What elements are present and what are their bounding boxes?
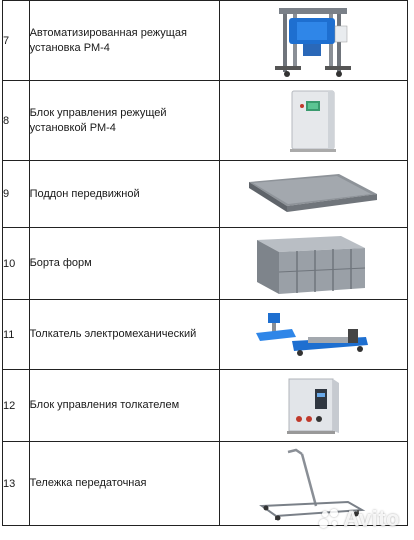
control-cabinet-image	[219, 81, 407, 161]
row-number: 11	[3, 300, 30, 370]
row-number: 12	[3, 370, 30, 442]
watermark-text: Avito	[343, 506, 400, 531]
row-name: Блок управления режущей установкой РМ-4	[29, 81, 219, 161]
table-row	[3, 81, 408, 161]
table-row	[3, 370, 408, 442]
table-row	[3, 228, 408, 300]
row-number: 8	[3, 81, 30, 161]
cutting-machine-image	[219, 1, 407, 81]
table-row	[3, 300, 408, 370]
mold-sides-image	[219, 228, 407, 300]
row-name: Тележка передаточная	[29, 442, 219, 526]
row-name: Поддон передвижной	[29, 161, 219, 228]
table-row	[3, 161, 408, 228]
equipment-table	[2, 0, 408, 526]
row-name: Блок управления толкателем	[29, 370, 219, 442]
avito-logo-icon	[319, 509, 339, 529]
table-row	[3, 1, 408, 81]
row-number: 9	[3, 161, 30, 228]
pusher-image	[219, 300, 407, 370]
row-number: 10	[3, 228, 30, 300]
row-name: Автоматизированная режущая установка РМ-4	[29, 1, 219, 81]
row-number: 7	[3, 1, 30, 81]
pusher-control-box-image	[219, 370, 407, 442]
row-number: 13	[3, 442, 30, 526]
pallet-image	[219, 161, 407, 228]
row-name: Борта форм	[29, 228, 219, 300]
row-name: Толкатель электромеханический	[29, 300, 219, 370]
avito-watermark	[319, 506, 400, 532]
